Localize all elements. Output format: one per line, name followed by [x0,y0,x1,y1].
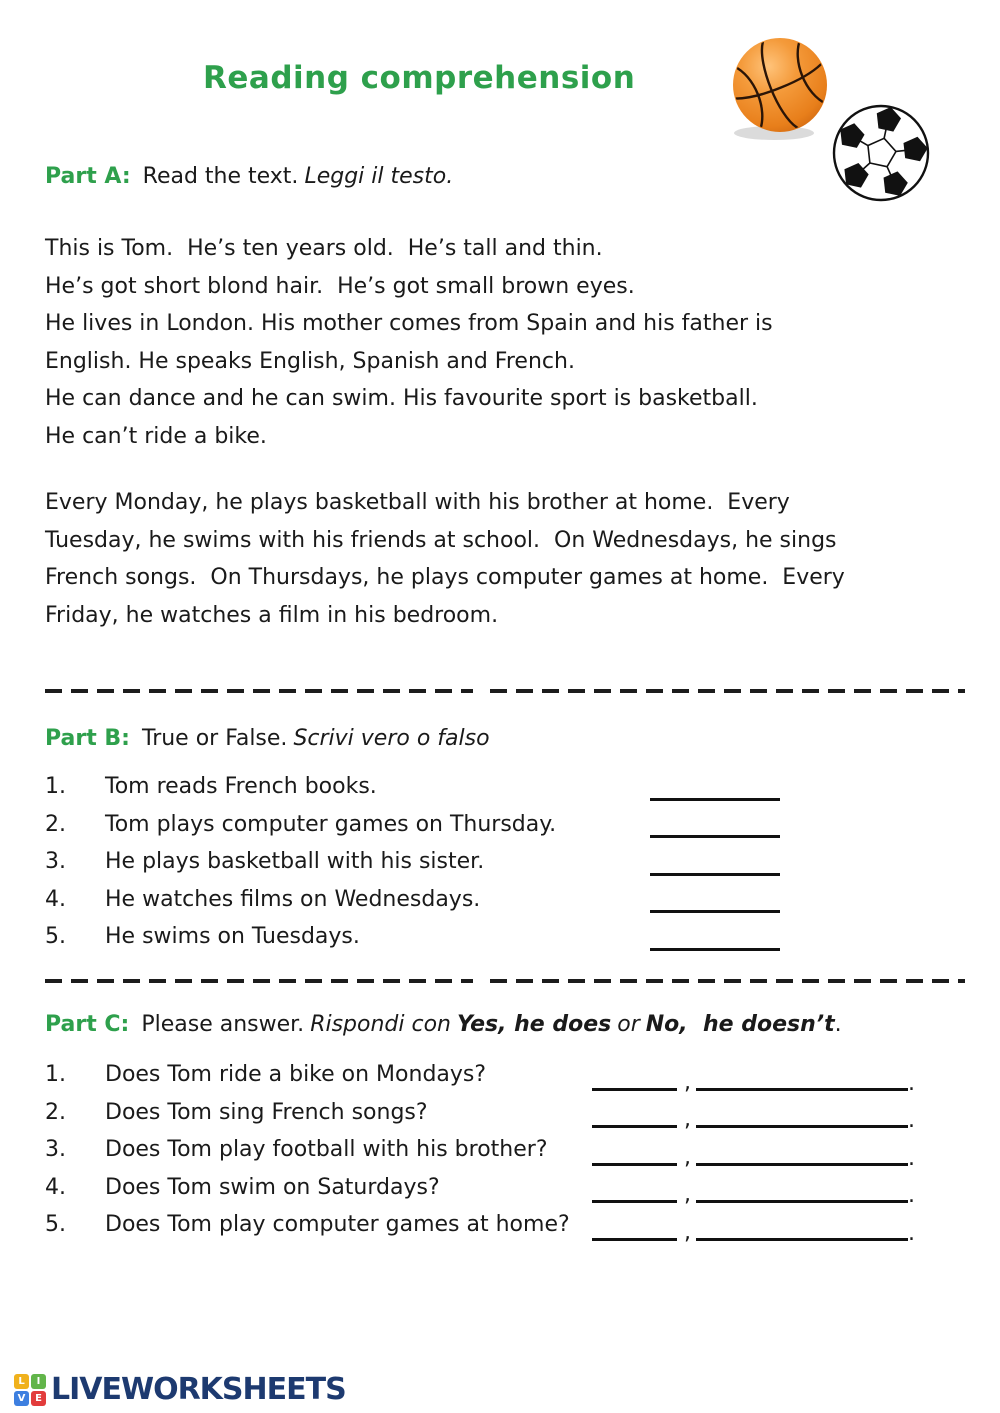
answer-blank[interactable] [650,856,780,876]
part-b-label: Part B: [45,726,130,751]
question-number: 1. [45,1062,66,1088]
answer-blank-short[interactable] [592,1071,677,1091]
question-row [45,918,965,956]
question-number: 5. [45,1212,66,1238]
answer-blank[interactable] [650,931,780,951]
question-text: Does Tom swim on Saturdays? [105,1174,440,1200]
answer-blank-short[interactable] [592,1221,677,1241]
answer-area [592,1219,915,1246]
answer-area [592,1144,915,1171]
question-text: He watches films on Wednesdays. [105,886,481,912]
logo-tile-l: L [14,1374,29,1389]
part-b-instruction-italian: Scrivi vero o falso [293,726,490,751]
dashed-divider [45,979,965,983]
comma-separator: , [684,1219,691,1245]
text-line: Tuesday, he swims with his friends at school. On Wednesdays, he sings [45,527,837,553]
part-c-questions [45,1056,965,1244]
part-a-header [45,164,459,189]
question-text: Tom reads French books. [105,774,377,800]
question-text: Does Tom play football with his brother? [105,1137,548,1163]
question-number: 2. [45,811,66,837]
part-b-header [45,726,496,751]
question-text: He swims on Tuesdays. [105,924,360,950]
question-number: 4. [45,1174,66,1200]
comma-separator: , [684,1144,691,1170]
period-mark: . [908,1108,915,1133]
reading-paragraph-2 [45,484,845,634]
liveworksheets-logo-icon [14,1374,46,1406]
answer-blank[interactable] [650,818,780,838]
logo-tile-e: E [31,1391,46,1406]
question-text: Tom plays computer games on Thursday. [105,811,557,837]
comma-separator: , [684,1069,691,1095]
comma-separator: , [684,1107,691,1132]
question-text: Does Tom sing French songs? [105,1099,428,1125]
part-a-instruction: Read the text. [142,164,299,189]
part-a-instruction-italian: Leggi il testo. [304,164,454,189]
answer-blank[interactable] [650,781,780,801]
answer-blank-short[interactable] [592,1183,677,1203]
question-text: Does Tom play computer games at home? [105,1212,570,1238]
comma-separator: , [684,1182,691,1207]
liveworksheets-logo[interactable] [14,1372,346,1407]
question-number: 1. [45,774,66,800]
question-row [45,881,965,919]
question-number: 3. [45,849,66,875]
text-line: He’s got short blond hair. He’s got small brown eyes. [45,273,635,299]
reading-paragraph-1 [45,230,773,455]
logo-tile-i: I [31,1374,46,1389]
period-mark: . [908,1145,915,1171]
question-number: 5. [45,924,66,950]
answer-blank-long[interactable] [696,1183,908,1203]
answer-blank-short[interactable] [592,1108,677,1128]
answer-blank-long[interactable] [696,1221,908,1241]
question-row [45,1169,965,1207]
question-number: 3. [45,1137,66,1163]
question-row [45,1094,965,1132]
basketball-icon [720,25,840,145]
question-row [45,1131,965,1169]
part-c-header [45,1012,842,1037]
answer-area [592,1069,915,1096]
soccer-ball-icon [829,98,934,200]
question-row [45,1056,965,1094]
part-a-label: Part A: [45,164,131,189]
dashed-divider [45,689,965,693]
period-mark: . [908,1183,915,1208]
period-mark: . [908,1070,915,1096]
answer-area [592,1107,915,1133]
period-mark: . [908,1220,915,1246]
part-c-label: Part C: [45,1012,130,1037]
question-text: Does Tom ride a bike on Mondays? [105,1062,487,1088]
liveworksheets-wordmark: LIVEWORKSHEETS [51,1372,346,1407]
part-c-option-yes: Yes, he does [457,1012,612,1037]
answer-blank-long[interactable] [696,1108,908,1128]
question-number: 4. [45,886,66,912]
part-c-option-no: No, he doesn’t [645,1012,835,1037]
question-row [45,806,965,844]
page-title: Reading comprehension [203,60,636,96]
text-line: He lives in London. His mother comes from Spain and his father is [45,311,773,336]
answer-blank-long[interactable] [696,1071,908,1091]
text-line: Every Monday, he plays basketball with his brother at home. Every [45,490,790,515]
logo-tile-v: V [14,1391,29,1406]
text-line: He can’t ride a bike. [45,423,267,449]
part-b-questions [45,768,965,956]
question-row [45,768,965,806]
text-line: French songs. On Thursdays, he plays computer games at home. Every [45,565,845,590]
answer-area [592,1182,915,1208]
answer-blank-short[interactable] [592,1146,677,1166]
answer-blank-long[interactable] [696,1146,908,1166]
part-b-instruction: True or False. [141,726,288,751]
answer-blank[interactable] [650,893,780,913]
sports-balls-illustration [718,25,948,217]
part-c-instruction: Please answer. [141,1012,305,1037]
text-line: Friday, he watches a film in his bedroom. [45,602,499,628]
question-number: 2. [45,1099,66,1125]
part-c-conjunction: or [617,1012,640,1037]
text-line: This is Tom. He’s ten years old. He’s tall and thin. [45,236,603,261]
part-c-instruction-italian: Rispondi con [310,1012,451,1037]
question-row [45,1206,965,1244]
text-line: English. He speaks English, Spanish and French. [45,348,575,374]
question-text: He plays basketball with his sister. [105,849,485,875]
text-line: He can dance and he can swim. His favourite sport is basketball. [45,386,758,411]
part-c-period: . [834,1012,842,1037]
question-row [45,843,965,881]
